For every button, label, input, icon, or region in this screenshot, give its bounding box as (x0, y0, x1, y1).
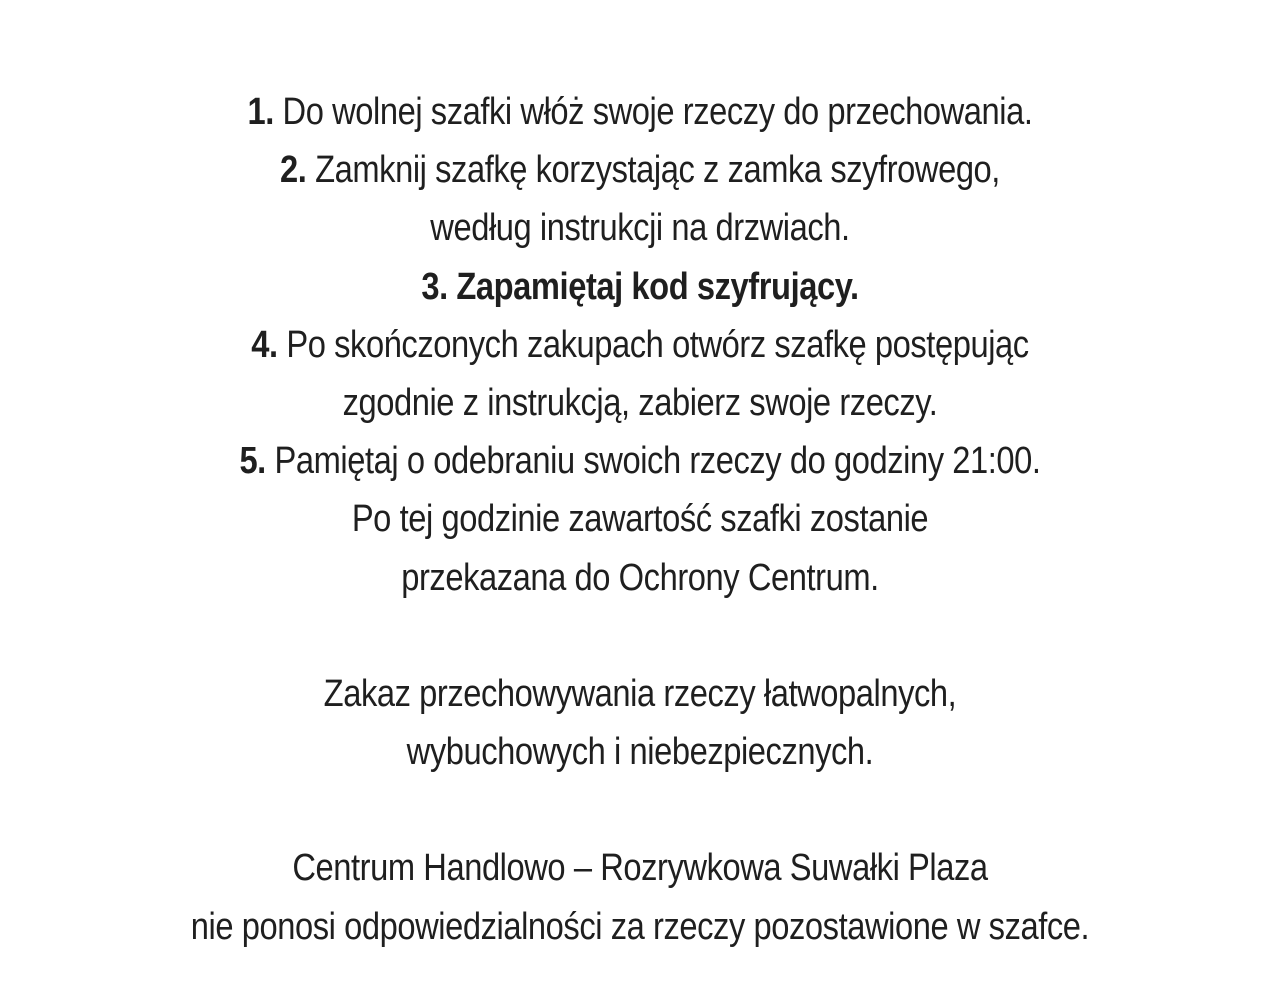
step-number: 1. (247, 91, 274, 133)
step-number: 2. (280, 149, 307, 192)
spacer (0, 607, 1280, 665)
instruction-step-2-continuation: według instrukcji na drzwiach. (430, 207, 850, 250)
step-text: Zamknij szafkę korzystając z zamka szyfrowego, (306, 149, 1000, 192)
instruction-step-5 (90, 432, 1191, 490)
instruction-step-5-continuation-2: przekazana do Ochrony Centrum. (401, 556, 879, 599)
step-text: Pamiętaj o odebraniu swoich rzeczy do godziny 21:00. (265, 440, 1041, 483)
instruction-step-3: 3. Zapamiętaj kod szyfrujący. (421, 265, 859, 308)
warning-line-1: Zakaz przechowywania rzeczy łatwopalnych, (323, 672, 957, 715)
locker-instructions-sign (0, 83, 1280, 956)
instruction-step-1 (90, 83, 1191, 141)
step-text: Po skończonych zakupach otwórz szafkę postępując (277, 323, 1029, 366)
disclaimer-line-1: Centrum Handlowo – Rozrywkowa Suwałki Plaza (292, 847, 988, 890)
instruction-step-5-continuation-1: Po tej godzinie zawartość szafki zostanie (351, 498, 929, 541)
warning-line-2: wybuchowych i niebezpiecznych. (406, 731, 874, 774)
disclaimer-line-2: nie ponosi odpowiedzialności za rzeczy pozostawione w szafce. (190, 905, 1090, 948)
step-text: Do wolnej szafki włóż swoje rzeczy do przechowania. (273, 91, 1033, 133)
instruction-step-4-continuation: zgodnie z instrukcją, zabierz swoje rzeczy. (342, 381, 938, 424)
step-number: 5. (239, 440, 266, 483)
spacer (0, 781, 1280, 839)
instruction-step-2 (90, 141, 1191, 199)
instruction-step-4 (90, 316, 1191, 374)
step-number: 4. (251, 323, 278, 366)
